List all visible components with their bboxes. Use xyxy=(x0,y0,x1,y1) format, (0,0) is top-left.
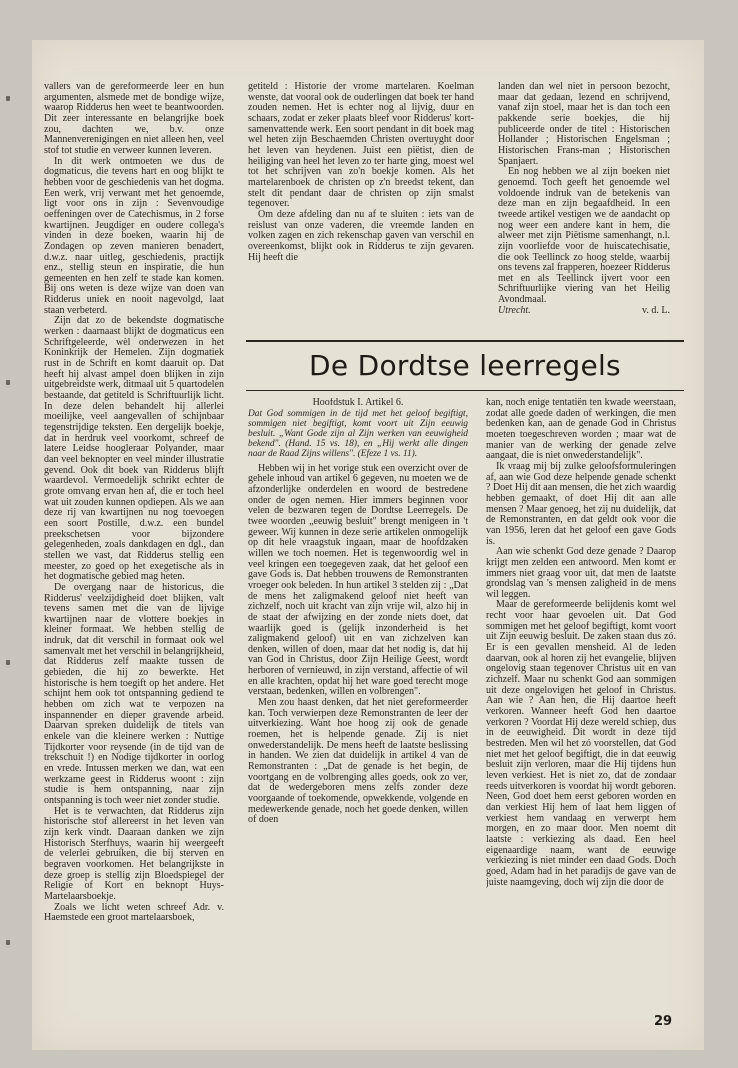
column-top-middle xyxy=(248,82,474,328)
column-left xyxy=(44,82,224,1057)
paragraph: De overgang naar de historicus, die Ridderus' veelzijdigheid doet blijken, valt tevens samen met die van de lijvige kwartijnen naar de vlottere boekjes in kleiner formaat. We hebben stellig de indruk, dat dit verschil in formaat ook wel samenvalt met het verschil in belangrijkheid, dat Ridderus zelf maakte tussen de gebieden, die hij zo bewerkte. Het historische is hem toegift op het andere. Het schijnt hem ook tot ontspanning gediend te hebben om zich wat te verpozen na inspannender en dieper gravende arbeid. Daarvan spreken duidelijk de titels van enkele van die kleinere werken : Nuttige Tijdkorter voor reysende (in de tijd van de trekschuit !) en Nodige tijdkorter in oorlog en vrede. Intussen merken we dan, wat een werkzame geest in Ridderus woont : zijn studie is hem ontspanning, naar zijn ontspanning is toch weer niet zonder studie. xyxy=(44,581,224,806)
signature-author: v. d. L. xyxy=(642,304,670,316)
column-article-left xyxy=(248,398,468,990)
paragraph: Men zou haast denken, dat het niet gereformeerder kan. Toch verwierpen deze Remonstranten de leer der uitverkiezing. Want hoe hoog zij ook de genade roemen, het is helpende genade. Zij is niet onwederstandelijk. De mens heeft de laatste beslissing in handen. We zien dat duidelijk in artikel 4 van de Remonstranten : „Dat de genade is het begin, de voortgang en de volbrenging alles goeds, ook zo ver, dat de wedergeboren mens zelfs zonder deze voorgaande of toekomende, opwekkende, volgende en medewerkende genade, noch het goede denken, willen of doen xyxy=(248,697,468,826)
paragraph: Zoals we licht weten schreef Adr. v. Haemstede een groot martelaarsboek, xyxy=(44,901,224,924)
article-subheading: Hoofdstuk I. Artikel 6. xyxy=(312,398,404,408)
paragraph: Zijn dat zo de bekendste dogmatische werken : daarnaast blijkt de dogmaticus een Schriftgeleerde, wèl onderwezen in het Koninkrijk der Hemelen. Zijn dogmatiek rust in de Schrift en komt daaruit op. Dat heeft hij alvast ampel doen blijken in zijn uitgebreidste werk, ditmaal uit 5 quartodelen bestaande, dat getiteld is Schriftuurlijk licht. In deze delen behandelt hij allerlei moeilijke, veel aangevallen of schijnbaar tegenstrijdige teksten. Een dergelijk boekje, dat in herdruk veel voorkomt, schreef de latere Leidse hoogleraar Polyander, maar dan veel beknopter en veel minder illustratie gevend. Ook dit boek van Ridderus blijft waardevol. Vermoedelijk schrikt echter de grote omvang ervan hen af, die er toch heel wat uit zouden kunnen opdiepen. Als we aan deze rij van kwartijnen nu nog toevoegen een soort Postille, d.w.z. een bundel preekschetsen voor bijzondere gelegenheden, zoals dankdagen en dgl., dan stellen we vast, dat Ridderus stellig een meester, zo goed op het exegetische als in het dogmatische gebied mag heten. xyxy=(44,315,224,583)
paragraph: Hebben wij in het vorige stuk een overzicht over de gehele inhoud van artikel 6 gegeven, nu moeten we de afzonderlijke onderdelen en woord de bestredene onder de ogen nemen. Hier immers beginnen voor velen de bezwaren tegen de Dordtse Leerregels. De twee woorden „eeuwig besluit" brengt menigeen in 't geweer. Wij kunnen in deze serie artikelen onmogelijk op dit hele vraagstuk ingaan, maar de hoofdzaken willen we toch noemen. Het is tegenwoordig wel in veel kringen een toegegeven zaak, dat het geloof een gave Gods is. Dat hebben trouwens de Remonstranten vroeger ook beleden. In hun artikel 3 stelden zij : „Dat de mens het zaligmakend geloof niet heeft van zichzelf, noch uit kracht van zijn vrije wil, alzo hij in de staat der afwijzing en der zonde niets doet, dat waarlijk goed is (gelijk inzonderheid is het zaligmakend geloof) uit en van zichzelven kan denken, willen of doen, maar dat het nodig is, dat hij van God in Christus, door Zijn Heilige Geest, wordt herboren of vernieuwd, in zijn verstand, affectie of wil en alle krachten, opdat hij het ware goed terecht moge verstaan, bedenken, willen en volbrengen". xyxy=(248,462,468,698)
column-article-right xyxy=(486,398,676,990)
paragraph: In dit werk ontmoeten we dus de dogmaticus, die tevens hart en oog blijkt te hebben voor de geschiedenis van het dogma. Een werk, vrij verwant met het genoemde, ligt voor ons in zijn : Sevenvoudige oeffeningen over de Catechismus, in 2 forse kwartijnen. Jeugdiger en oudere collega's vinden in deze boeken, waarin hij de Zondagen op zeven manieren benadert, d.w.z. naar uitleg, geschiedenis, practijk enz., stellig steun en inspiratie, die hun gemeenten en hen zelf te stade kan komen. Bij ons weten is deze wijze van doen van Ridderus uniek en nooit nagevolgd, laat staan verbeterd. xyxy=(44,155,224,316)
paragraph: Aan wie schenkt God deze genade ? Daarop krijgt men zelden een antwoord. Men komt er immers niet graag voor uit, dat men de laatste grondslag van 's mensen zaligheid in de mens wil leggen. xyxy=(486,546,676,600)
paragraph: kan, noch enige tentatiën ten kwade weerstaan, zodat alle goede daden of werkingen, die men bedenken kan, aan de genade God in Christus moeten toegeschreven worden ; maar wat de manier van de werking der genade zelve aangaat, die is niet onwederstandelijk". xyxy=(486,398,676,462)
paragraph: getiteld : Historie der vrome martelaren. Koelman wenste, dat vooral ook de ouderlingen dat boek ter hand zouden nemen. Het is echter nog al lijvig, duur en schaars, zodat er zeker plaats bleef voor Ridderus' kort-samenvattende werk. Een soort pendant in dit boek mag wel heten zijn Beschaemden Christen overtuyght door het leven van heydenen. Juist een piëtist, dien de heiliging van heel het leven zo ter harte ging, moest wel tot het schrijven van zo'n boekje komen. Als het martelarenboek de christen op z'n breedst tekent, dan stelt dit pendant daar de christen op zijn smalst tegenover. xyxy=(248,82,474,210)
binding-hole xyxy=(6,940,10,945)
paragraph: Om deze afdeling dan nu af te sluiten : iets van de reislust van onze vaderen, die vreemde landen en volken zagen en zich rekenschap gaven van verschil en overeenkomst, blijkt ook in Ridderus te zijn gevaren. Hij heeft die xyxy=(248,208,474,263)
paragraph: landen dan wel niet in persoon bezocht, maar dat gedaan, lezend en schrijvend, vanaf zijn stoel, maar het is dan toch een pakkende serie boekjes, die hij publiceerde onder de titel : Historischen Hollander ; Historischen Engelsman ; Historischen Frans-man ; Historischen Spanjaert. xyxy=(498,82,670,167)
paragraph: Maar de gereformeerde belijdenis komt wel recht voor haar gevoelen uit. Dat God sommigen met het geloof begiftigt, komt voort uit Zijn eeuwig besluit. De zaken staan dus zó. Er is een gevallen mensheid. Al de leden daarvan, ook al horen zij het evangelie, blijven ongelovig staan tegenover Christus uit en van zichzelf. Maar nu schenkt God aan sommigen uit deze ongelovigen het geloof in Christus. Aan wie ? Aan hen, die Hij daartoe heeft verkoren. Wanneer heeft God hen daartoe verkoren ? Voordat Hij deze wereld schiep, dus in de eeuwigheid. Dit wordt in deze tijd bestreden. Men wil het zó voorstellen, dat God niet met het geloof begiftigt, die in dat eeuwig besluit zijn verloren, maar die Hij tijdens hun leven verkiest. Het is niet zo, dat de zondaar reeds uitverkoren is voordat hij wordt geboren. Neen, God doet hem eerst geboren worden en dan verkiest Hij hem of laat hem liggen of verkiest hem vandaag en verwerpt hem morgen, en zo maar door. Men noemt dit laatste : verkiezing als daad. Een heel eigenaardige naam, want de eeuwige verkiezing is niet minder een daad Gods. Doch goed, Adam had in het paradijs de gave van de juiste naamgeving, doch wij zijn die door de xyxy=(486,599,676,888)
paragraph: Ik vraag mij bij zulke geloofsformuleringen af, aan wie God deze helpende genade schenkt ? Doet Hij dit aan mensen, die het zich waardig hebben gemaakt, of doet Hij dit aan alle mensen ? Maar genoeg, het zij nu duidelijk, dat de Remonstranten, en dat geldt ook voor die van 1956, leren dat het geloof een gave Gods is. xyxy=(486,460,676,547)
signature-place: Utrecht. xyxy=(498,304,531,316)
binding-hole xyxy=(6,660,10,665)
binding-hole xyxy=(6,380,10,385)
headline-rule-bottom xyxy=(246,390,684,391)
page-number: 29 xyxy=(654,1014,673,1029)
headline-rule-top xyxy=(246,340,684,342)
column-top-right xyxy=(498,82,670,328)
signature-line xyxy=(498,306,670,317)
paragraph: vallers van de gereformeerde leer en hun argumenten, alsmede met de bondige wijze, waarop Ridderus hen weet te beantwoorden. Dit zeer interessante en belangrijke boek zou, dachten we, b.v. onze Mannenverenigingen en niet alleen hen, veel stof tot studie en verweer kunnen leveren. xyxy=(44,82,224,156)
paragraph: En nog hebben we al zijn boeken niet genoemd. Toch geeft het genoemde wel voldoende indruk van de betekenis van deze man en zijn begaafdheid. In een tweede artikel vestigen we de aandacht op nog weer een andere kant in hem, die alweer met zijn Piëtisme samenhangt, n.l. zijn voorliefde voor de huiscatechisatie, die ook Teellinck zo hoog stelde, waarbij ons tevens zal frapperen, hoezeer Ridderus met en als Teellinck ijvert voor een Schriftuurlijke viering van het Heilig Avondmaal. xyxy=(498,166,670,306)
article-quote: Dat God sommigen in de tijd met het geloof begiftigt, sommigen niet begiftigt, komt voort uit Zijn eeuwig besluit. „Want Gode zijn al Zijn werken van eeuwigheid bekend". (Hand. 15 vs. 18), en „Hij werkt alle dingen naar de Raad Zijns willens". (Efeze 1 vs. 11). xyxy=(248,408,468,460)
article-headline: De Dordtse leerregels xyxy=(309,349,621,382)
paragraph: Het is te verwachten, dat Ridderus zijn historische stof allereerst in het leven van zijn kerk vindt. Daaraan danken we zijn Historisch Sterfhuys, waarin hij weergeeft de velerlei gebruiken, die bij sterven en begraven voorkomen. Het belangrijkste in deze groep is stellig zijn Bloedspiegel der Religie of Kort en beknopt Huys-Martelaarsboekje. xyxy=(44,805,224,902)
binding-hole xyxy=(6,96,10,101)
